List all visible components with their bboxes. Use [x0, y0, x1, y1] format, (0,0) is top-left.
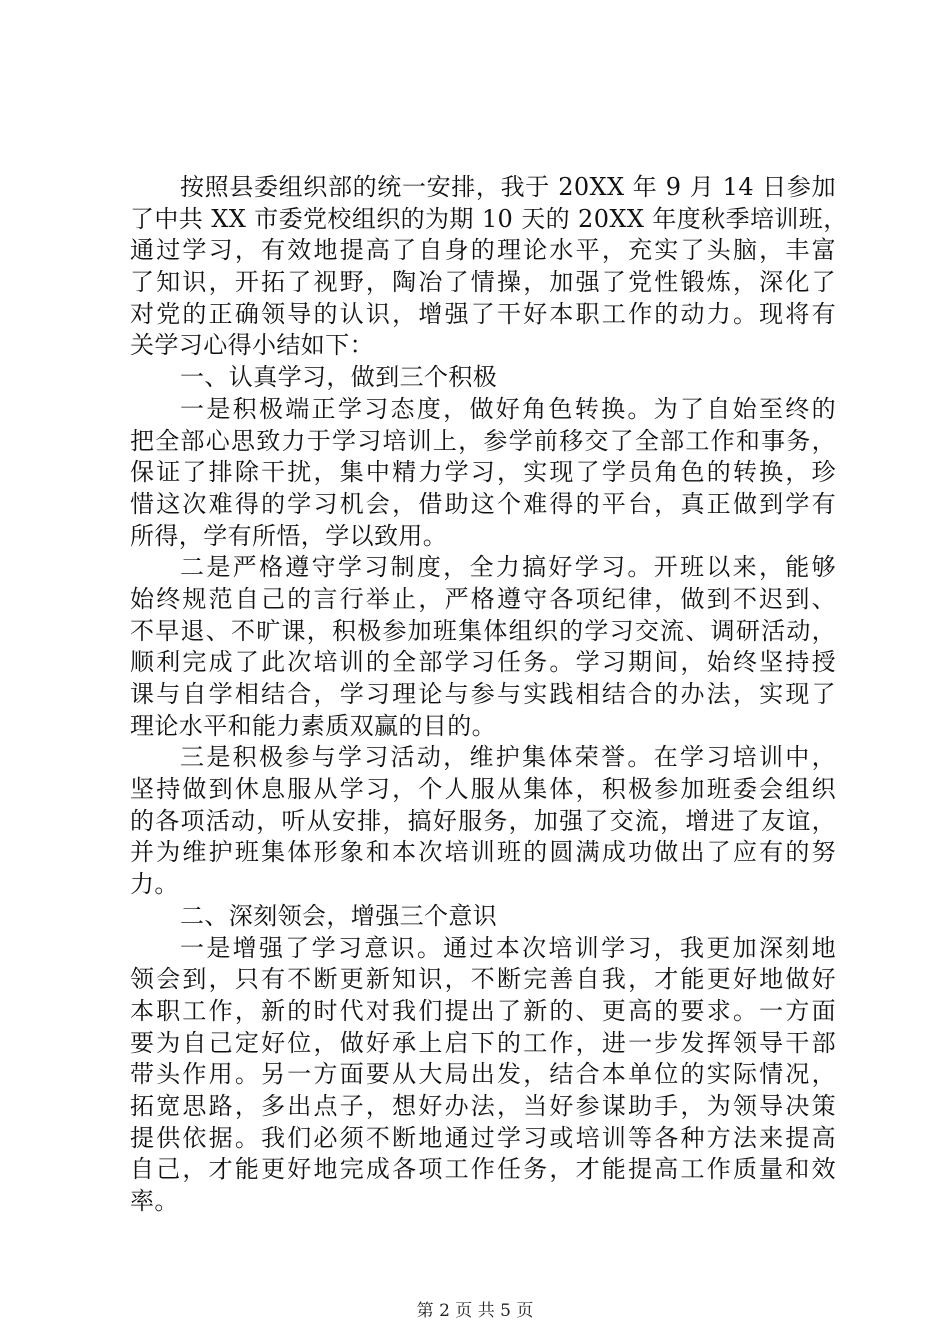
paragraph-4-line-5: 力。: [130, 870, 179, 899]
paragraph-3-line-1: 二是严格遵守学习制度，全力搞好学习。开班以来，能够: [180, 553, 836, 582]
document-body: [130, 172, 848, 1218]
paragraph-3-line-4: 顺利完成了此次培训的全部学习任务。学习期间，始终坚持授: [130, 648, 836, 677]
paragraph-3-line-5: 课与自学相结合，学习理论与参与实践相结合的办法，实现了: [130, 680, 836, 708]
paragraph-5-line-8: 自己，才能更好地完成各项工作任务，才能提高工作质量和效: [130, 1155, 836, 1184]
paragraph-1-line-4: 了知识，开拓了视野，陶冶了情操，加强了党性锻炼，深化了: [130, 268, 836, 297]
paragraph-5-line-7: 提供依据。我们必须不断地通过学习或培训等各种方法来提高: [130, 1123, 836, 1152]
paragraph-5-line-6: 拓宽思路，多出点子，想好办法，当好参谋助手，为领导决策: [130, 1091, 836, 1120]
paragraph-5-line-2: 领会到，只有不断更新知识，不断完善自我，才能更好地做好: [130, 965, 836, 994]
paragraph-5-line-3: 本职工作，新的时代对我们提出了新的、更高的要求。一方面: [130, 996, 836, 1025]
paragraph-1-line-1: 按照县委组织部的统一安排，我于 20XX 年 9 月 14 日参加: [180, 173, 836, 201]
paragraph-1-line-6: 关学习心得小结如下：: [130, 331, 374, 360]
paragraph-4-line-1: 三是积极参与学习活动，维护集体荣誉。在学习培训中，: [180, 743, 836, 772]
paragraph-5-line-1: 一是增强了学习意识。通过本次培训学习，我更加深刻地: [180, 933, 836, 962]
paragraph-4-line-3: 的各项活动，听从安排，搞好服务，加强了交流，增进了友谊，: [130, 806, 836, 835]
paragraph-3-line-2: 始终规范自己的言行举止，严格遵守各项纪律，做到不迟到、: [130, 584, 836, 613]
paragraph-3-line-3: 不早退、不旷课，积极参加班集体组织的学习交流、调研活动，: [130, 616, 836, 645]
paragraph-5-line-9: 率。: [130, 1187, 179, 1215]
paragraph-5-line-4: 要为自己定好位，做好承上启下的工作，进一步发挥领导干部: [130, 1028, 836, 1057]
paragraph-2-line-1: 一是积极端正学习态度，做好角色转换。为了自始至终的: [180, 394, 836, 423]
paragraph-2-line-5: 所得，学有所悟，学以致用。: [130, 521, 448, 550]
section-heading-1: 一、认真学习，做到三个积极: [180, 363, 498, 392]
paragraph-2-line-3: 保证了排除干扰，集中精力学习，实现了学员角色的转换，珍: [130, 458, 836, 487]
paragraph-1-line-3: 通过学习，有效地提高了自身的理论水平，充实了头脑，丰富: [130, 236, 836, 265]
paragraph-4-line-4: 并为维护班集体形象和本次培训班的圆满成功做出了应有的努: [130, 838, 836, 867]
paragraph-1-line-5: 对党的正确领导的认识，增强了干好本职工作的动力。现将有: [130, 299, 836, 328]
paragraph-5-line-5: 带头作用。另一方面要从大局出发，结合本单位的实际情况，: [130, 1060, 836, 1089]
paragraph-2-line-4: 惜这次难得的学习机会，借助这个难得的平台，真正做到学有: [130, 489, 836, 518]
paragraph-1-line-2: 了中共 XX 市委党校组织的为期 10 天的 20XX 年度秋季培训班，: [130, 204, 848, 233]
paragraph-2-line-2: 把全部心思致力于学习培训上，参学前移交了全部工作和事务，: [130, 426, 836, 455]
page-number-footer: 第 2 页 共 5 页: [416, 1301, 534, 1321]
section-heading-2: 二、深刻领会，增强三个意识: [180, 901, 498, 930]
paragraph-4-line-2: 坚持做到休息服从学习，个人服从集体，积极参加班委会组织: [130, 775, 836, 804]
paragraph-3-line-6: 理论水平和能力素质双赢的目的。: [130, 711, 496, 740]
